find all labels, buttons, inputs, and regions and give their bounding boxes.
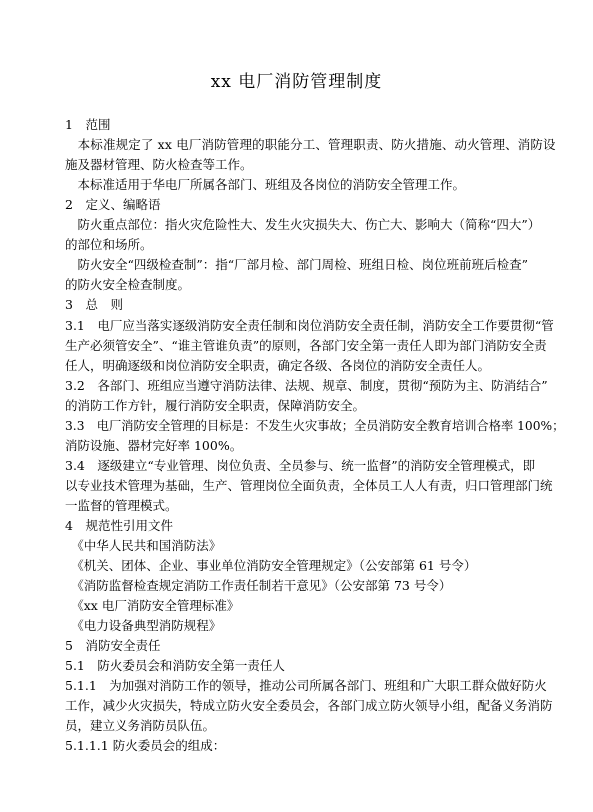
reference-item: 《消防监督检查规定消防工作责任制若干意见》（公安部第 73 号令） <box>65 578 452 593</box>
paragraph-line: 施及器材管理、防火检查等工作。 <box>65 157 253 172</box>
paragraph-line: 3.3 电厂消防安全管理的目标是：不发生火灾事故；全员消防安全教育培训合格率 100%； <box>65 419 565 433</box>
section-heading: 4 规范性引用文件 <box>65 518 173 533</box>
paragraph-line: 生产必须管安全”、“谁主管谁负责”的原则，各部门安全第一责任人即为部门消防安全责 <box>65 338 547 353</box>
paragraph-line: 防火安全“四级检查制”：指“厂部月检、部门周检、班组日检、岗位班前班后检查” <box>65 257 529 272</box>
paragraph-line: 3.1 电厂应当落实逐级消防安全责任制和岗位消防安全责任制，消防安全工作要贯彻“管 <box>65 318 554 333</box>
paragraph-line: 的部位和场所。 <box>65 237 153 252</box>
paragraph-line: 的防火安全检查制度。 <box>65 277 191 292</box>
reference-item: 《中华人民共和国消防法》 <box>65 538 222 553</box>
section-heading: 2 定义、编略语 <box>65 197 161 212</box>
paragraph-line: 工作，减少火灾损失，特成立防火安全委员会，各部门成立防火领导小组，配备义务消防 <box>65 698 553 713</box>
paragraph-line: 消防设施、器材完好率 100%。 <box>65 438 243 453</box>
paragraph-line: 3.2 各部门、班组应当遵守消防法律、法规、规章、制度，贯彻“预防为主、防消结合” <box>65 378 548 393</box>
document-title: xx 电厂消防管理制度 <box>210 72 383 92</box>
paragraph-line: 任人，明确逐级和岗位消防安全职责，确定各级、各岗位的消防安全责任人。 <box>65 358 491 373</box>
paragraph-line: 员，建立义务消防员队伍。 <box>65 718 216 733</box>
section-heading: 3 总 则 <box>65 297 123 312</box>
section-heading: 5 消防安全责任 <box>65 638 161 653</box>
paragraph-line: 5.1.1 为加强对消防工作的领导，推动公司所属各部门、班组和广大职工群众做好防火 <box>65 678 547 693</box>
subsection-heading: 5.1 防火委员会和消防安全第一责任人 <box>65 658 285 673</box>
paragraph-line: 以专业技术管理为基础，生产、管理岗位全面负责，全体员工人人有责，归口管理部门统 <box>65 478 553 493</box>
paragraph-line: 一监督的管理模式。 <box>65 498 178 513</box>
paragraph-line: 3.4 逐级建立“专业管理、岗位负责、全员参与、统一监督”的消防安全管理模式，即 <box>65 458 536 473</box>
reference-item: 《电力设备典型消防规程》 <box>65 618 222 633</box>
reference-item: 《机关、团体、企业、事业单位消防安全管理规定》（公安部第 61 号令） <box>65 558 477 573</box>
reference-item: 《xx 电厂消防安全管理标准》 <box>65 598 240 613</box>
paragraph-line: 本标准适用于华电厂所属各部门、班组及各岗位的消防安全管理工作。 <box>65 177 466 192</box>
paragraph-line: 本标准规定了 xx 电厂消防管理的职能分工、管理职责、防火措施、动火管理、消防设 <box>65 137 556 152</box>
section-heading: 1 范围 <box>65 117 111 132</box>
paragraph-line: 防火重点部位：指火灾危险性大、发生火灾损失大、伤亡大、影响大（简称“四大”） <box>65 217 541 232</box>
paragraph-line: 5.1.1.1 防火委员会的组成： <box>65 738 226 753</box>
paragraph-line: 的消防工作方针，履行消防安全职责，保障消防安全。 <box>65 398 366 413</box>
